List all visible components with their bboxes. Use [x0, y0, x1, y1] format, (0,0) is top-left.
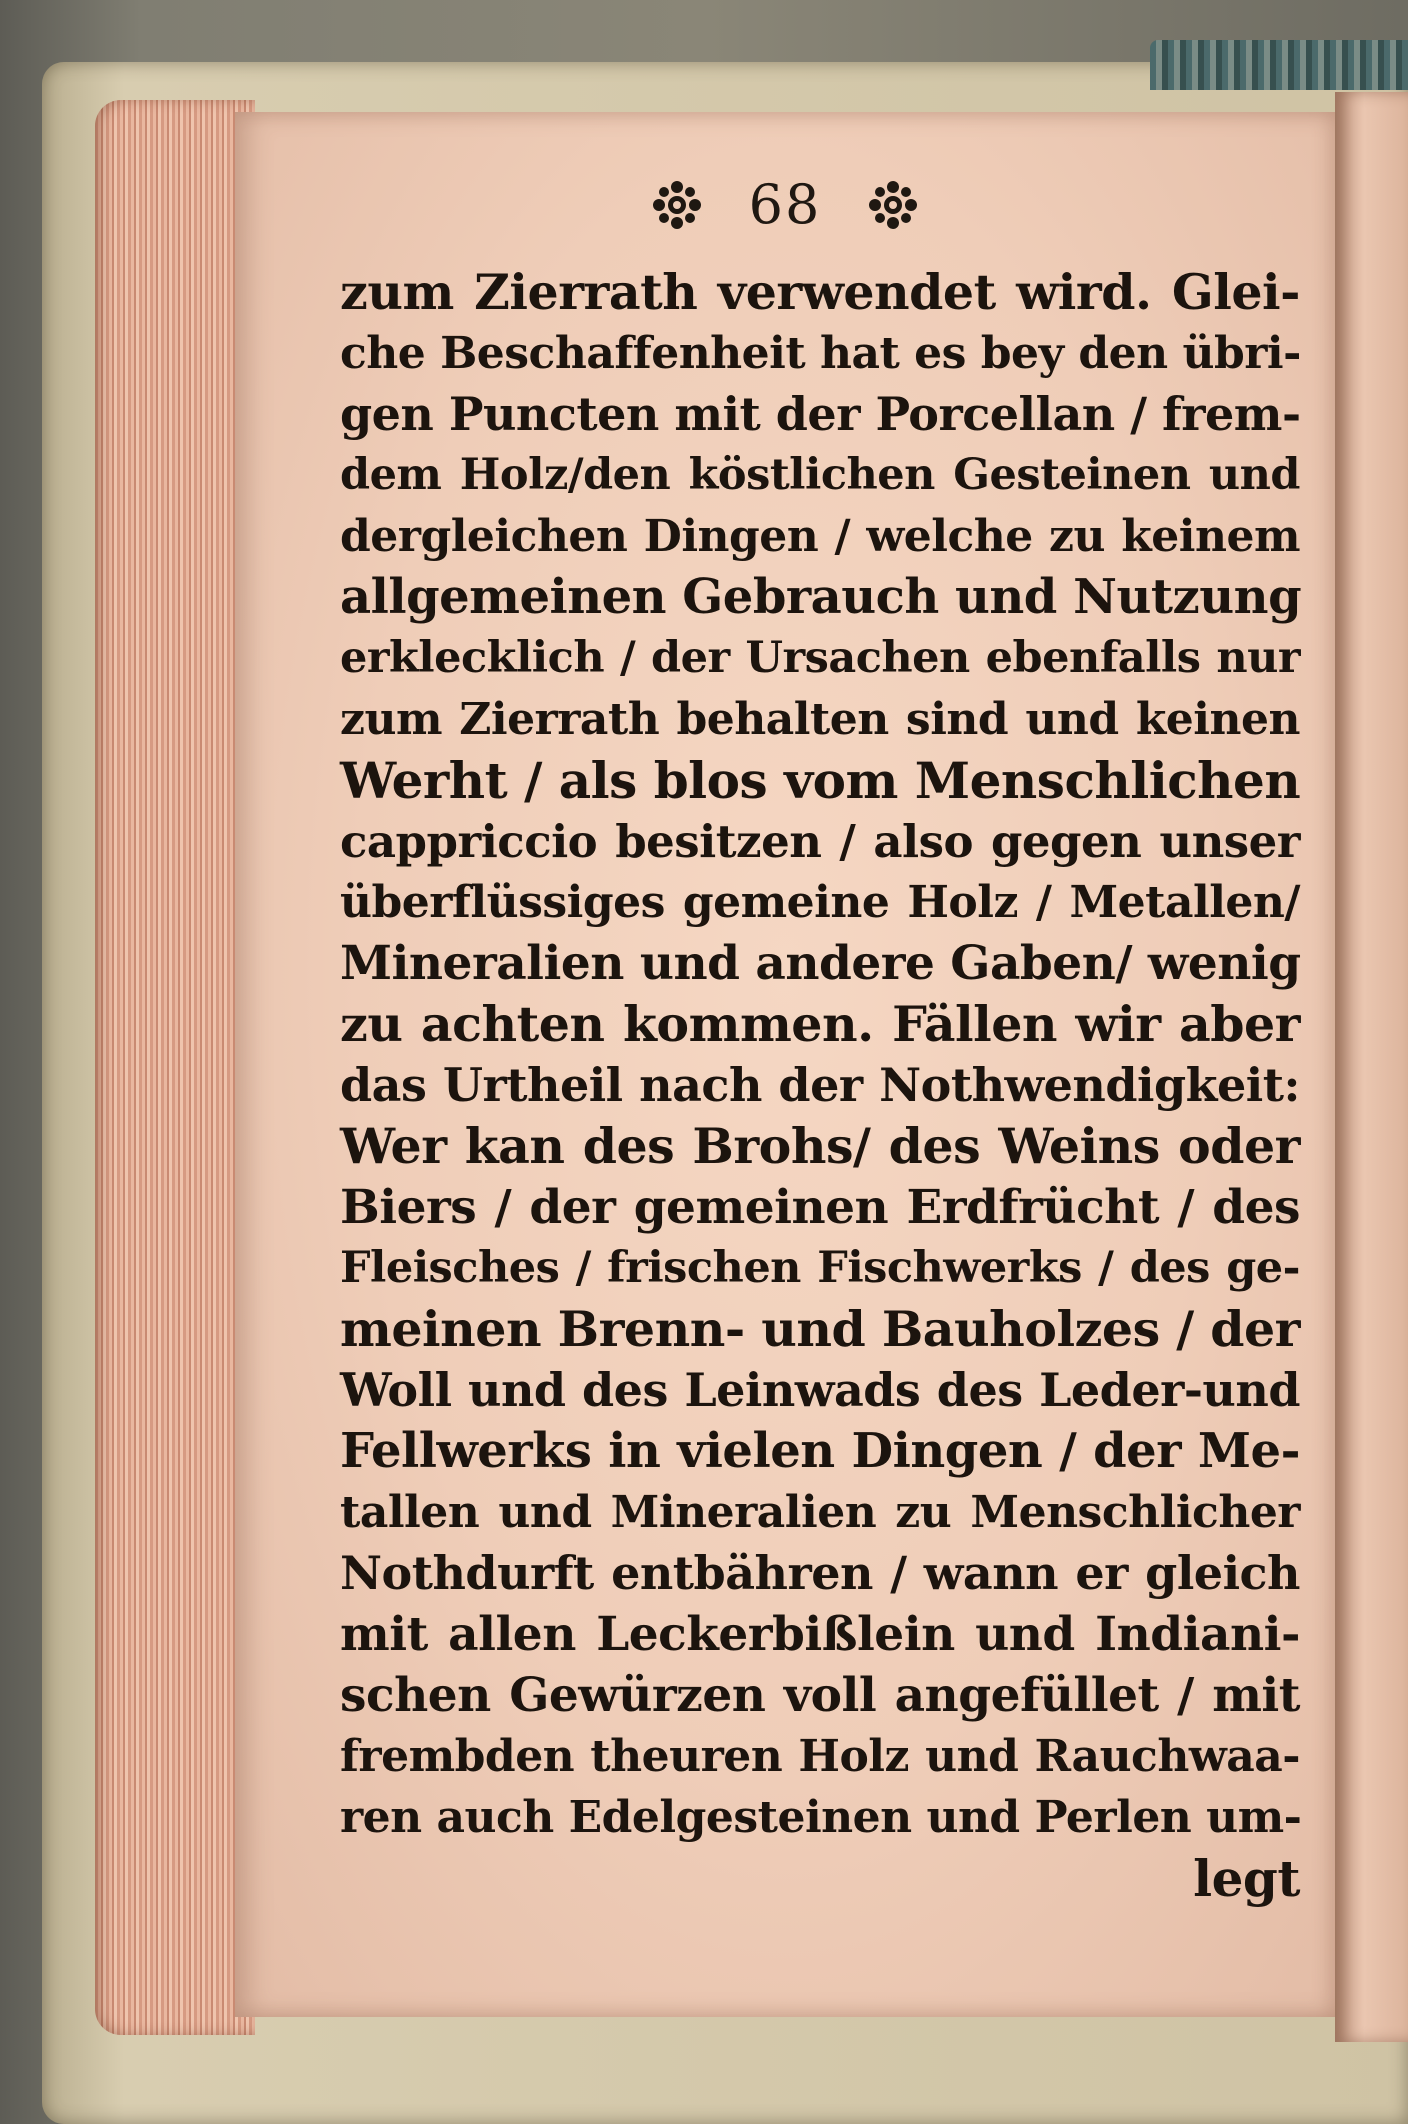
text-line: frembden theuren Holz und Rauchwaa- [340, 1731, 1300, 1782]
facing-page-edge [1335, 92, 1408, 2042]
book-headband [1150, 40, 1408, 90]
flower-ornament-icon [867, 179, 919, 231]
text-line: Werht / als blos vom Menschlichen [340, 751, 1301, 810]
text-line: meinen Brenn- und Bauholzes / der [340, 1300, 1300, 1358]
text-line: das Urtheil nach der Nothwendigkeit: [340, 1058, 1300, 1112]
text-line: dem Holz/den köstlichen Gesteinen und [340, 450, 1300, 500]
text-line: Mineralien und andere Gaben/ wenig [340, 936, 1301, 991]
text-line: gen Puncten mit der Porcellan / frem- [340, 387, 1301, 441]
text-line: legt [1193, 1849, 1300, 1908]
text-line: che Beschaffenheit hat es bey den übri- [340, 328, 1301, 379]
text-line: Fellwerks in vielen Dingen / der Me- [340, 1423, 1300, 1479]
text-line: erklecklich / der Ursachen ebenfalls nur [340, 633, 1300, 683]
text-line: Wer kan des Brohs/ des Weins oder [340, 1117, 1300, 1175]
text-line: allgemeinen Gebrauch und Nutzung [340, 569, 1302, 625]
text-line: zum Zierrath behalten sind und keinen [340, 694, 1300, 745]
page-number: 68 [748, 173, 822, 236]
text-line: Fleisches / frischen Fischwerks / des ge- [340, 1243, 1300, 1293]
text-line: Woll und des Leinwads des Leder-und [340, 1363, 1300, 1417]
text-line: zum Zierrath verwendet wird. Glei- [340, 263, 1300, 321]
text-line: Nothdurft entbähren / wann er gleich [340, 1546, 1300, 1600]
text-line: ren auch Edelgesteinen und Perlen um- [340, 1792, 1302, 1843]
body-text [340, 262, 1300, 1909]
text-line: zu achten kommen. Fällen wir aber [340, 995, 1300, 1053]
text-line: Biers / der gemeinen Erdfrücht / des [340, 1180, 1300, 1235]
text-line: tallen und Mineralien zu Menschlicher [340, 1487, 1300, 1538]
flower-ornament-icon [651, 179, 703, 231]
page-edges [95, 100, 255, 2035]
text-line: überflüssiges gemeine Holz / Metallen/ [340, 877, 1300, 928]
page-header [235, 173, 1335, 236]
text-line: dergleichen Dingen / welche zu keinem [340, 511, 1300, 562]
text-line: schen Gewürzen voll angefüllet / mit [340, 1668, 1300, 1723]
text-line: mit allen Leckerbißlein und Indiani- [340, 1607, 1300, 1662]
text-line: cappriccio besitzen / also gegen unser [340, 815, 1300, 868]
